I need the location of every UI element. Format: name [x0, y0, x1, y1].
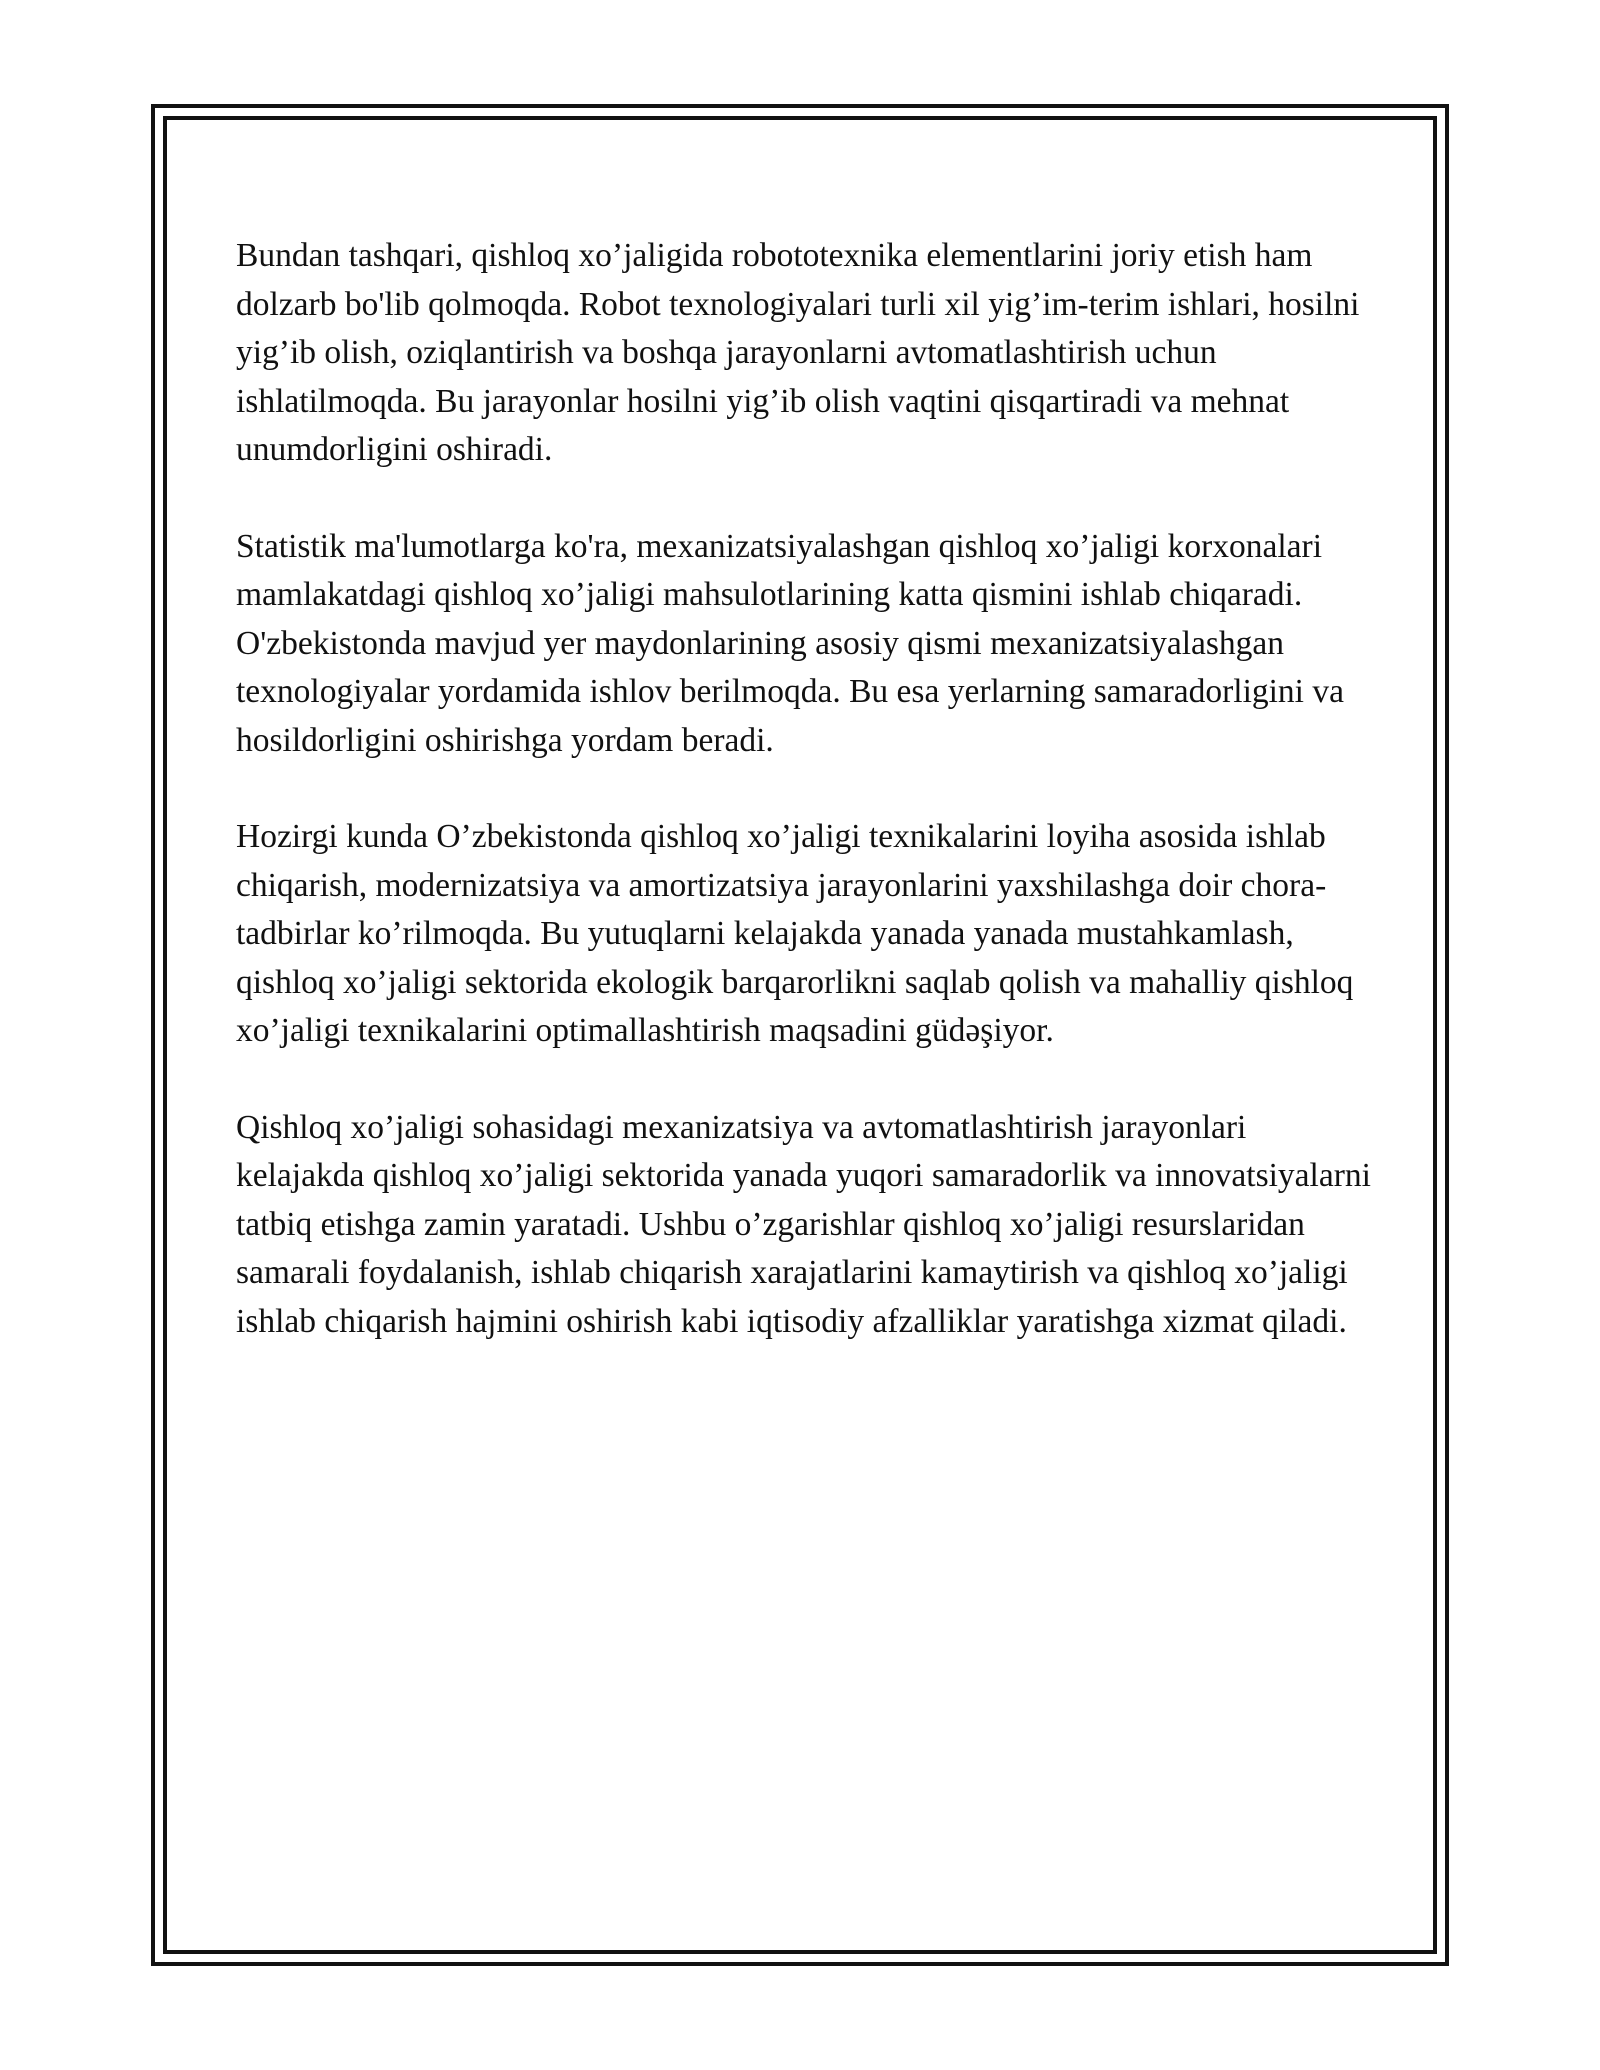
- paragraph-current-measures: Hozirgi kunda O’zbekistonda qishloq xo’jaligi texnikalarini loyiha asosida ishlab chiqarish, modernizatsiya va amortizatsiya jarayonlarini yaxshilashga doir chora-tadbirlar ko’rilmoqda. Bu yutuqlarni kelajakda yanada yanada mustahkamlash, qishloq xo’jaligi sektorida ekologik barqarorlikni saqlab qolish va mahalliy qishloq xo’jaligi texnikalarini optimallashtirish maqsadini güdəşiyor.: [236, 818, 1354, 1049]
- paragraph-statistics: Statistik ma'lumotlarga ko'ra, mexanizatsiyalashgan qishloq xo’jaligi korxonalari mamlakatdagi qishloq xo’jaligi mahsulotlarining katta qismini ishlab chiqaradi. O'zbekistonda mavjud yer maydonlarining asosiy qismi mexanizatsiyalashgan texnologiyalar yordamida ishlov berilmoqda. Bu esa yerlarning samaradorligini va hosildorligini oshirishga yordam beradi.: [236, 527, 1344, 759]
- document-body: [236, 232, 1376, 1394]
- paragraph-robotics: Bundan tashqari, qishloq xo’jaligida robototexnika elementlarini joriy etish ham dolzarb bo'lib qolmoqda. Robot texnologiyalari turli xil yig’im-terim ishlari, hosilni yig’ib olish, oziqlantirish va boshqa jarayonlarni avtomatlashtirish uchun ishlatilmoqda. Bu jarayonlar hosilni yig’ib olish vaqtini qisqartiradi va mehnat unumdorligini oshiradi.: [236, 237, 1360, 468]
- paragraph-future-outlook: Qishloq xo’jaligi sohasidagi mexanizatsiya va avtomatlashtirish jarayonlari kelajakda qishloq xo’jaligi sektorida yanada yuqori samaradorlik va innovatsiyalarni tatbiq etishga zamin yaratadi. Ushbu o’zgarishlar qishloq xo’jaligi resurslaridan samarali foydalanish, ishlab chiqarish xarajatlarini kamaytirish va qishloq xo’jaligi ishlab chiqarish hajmini oshirish kabi iqtisodiy afzalliklar yaratishga xizmat qiladi.: [236, 1108, 1371, 1340]
